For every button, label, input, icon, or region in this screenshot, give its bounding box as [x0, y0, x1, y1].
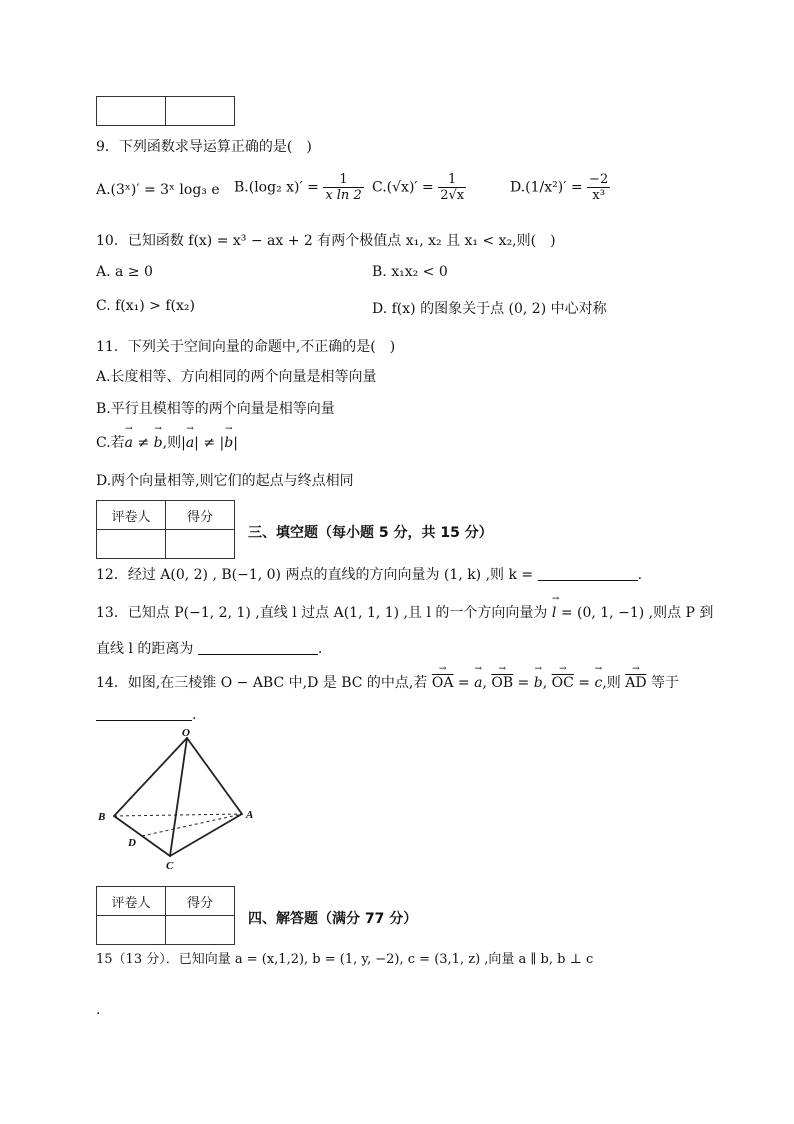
stray-dot: .	[96, 1002, 101, 1018]
q12-answer-blank[interactable]	[538, 566, 638, 581]
q11-c-vec-b: → b	[154, 435, 163, 451]
q11-option-b: B.平行且模相等的两个向量是相等向量	[96, 401, 335, 417]
q14-vec-c: → c	[594, 675, 602, 691]
q14-eq-a: =	[453, 675, 475, 691]
label-D: D	[128, 837, 136, 849]
top-score-table	[96, 96, 235, 126]
section3-grader-cell	[97, 530, 166, 559]
q11-option-a: A.长度相等、方向相同的两个向量是相等向量	[96, 369, 377, 385]
section4-score-cell	[166, 916, 235, 945]
q11-stem: 11．下列关于空间向量的命题中,不正确的是( )	[96, 339, 396, 355]
edge-OB	[114, 738, 187, 816]
q9-stem: 9．下列函数求导运算正确的是( )	[96, 139, 312, 155]
label-C: C	[166, 860, 174, 871]
q14-line1	[96, 672, 679, 692]
q9-option-d	[510, 172, 610, 203]
section3-score-header: 得分	[166, 501, 235, 530]
q12-text: 12．经过 A(0, 2) , B(−1, 0) 两点的直线的方向向量为 (1, k) ,则 k =	[96, 567, 534, 583]
q9-option-c-prefix: C.(√x)′ =	[372, 179, 434, 196]
q13-end: .	[317, 641, 323, 657]
q13-vec-l: → l	[552, 605, 556, 621]
q9-b-denominator: x ln 2	[325, 188, 362, 203]
q9-d-numerator: −2	[589, 172, 609, 187]
q14-vec-b: → b	[534, 675, 543, 691]
q13-line1-text: 13．已知点 P(−1, 2, 1) ,直线 l 过点 A(1, 1, 1) ,且 l 的一个方向向量为	[96, 605, 548, 621]
top-score-cell-2	[166, 97, 235, 126]
section4-score-header: 得分	[166, 887, 235, 916]
q9-c-denominator: 2√x	[440, 188, 465, 203]
section4-grader-header: 评卷人	[97, 887, 166, 916]
segment-AD-hidden	[142, 814, 242, 836]
q15-text: 15（13 分）．已知向量 a = (x,1,2), b = (1, y, −2), c = (3,1, z) ,向量 a ∥ b, b ⊥ c	[96, 952, 594, 967]
q14-eq-c: =	[573, 675, 595, 691]
q9-option-c-fraction	[438, 172, 466, 203]
section3-title: 三、填空题（每小题 5 分，共 15 分）	[248, 525, 493, 541]
label-A: A	[246, 809, 254, 821]
section4-score-table	[96, 886, 235, 945]
edge-OC	[170, 738, 187, 856]
edge-BA-hidden	[114, 814, 242, 816]
q14-sep2: ,	[542, 675, 552, 691]
q9-option-d-prefix: D.(1/x²)′ =	[510, 179, 583, 196]
q10-stem: 10．已知函数 f(x) = x³ − ax + 2 有两个极值点 x₁, x₂ 且 x₁ < x₂,则( )	[96, 233, 556, 249]
label-O: O	[182, 727, 190, 739]
q14-vec-AD: → $\overline{AD}$	[625, 675, 646, 691]
q11-option-c	[96, 432, 238, 452]
section3-grader-header: 评卷人	[97, 501, 166, 530]
q14-line2	[96, 706, 196, 723]
q9-d-denominator: x³	[592, 188, 605, 203]
label-B: B	[98, 811, 106, 823]
q13-line1-rest: = (0, 1, −1) ,则点 P 到	[556, 605, 714, 621]
pyramid-figure	[94, 726, 274, 871]
q9-option-a: A.(3ˣ)′ = 3ˣ log₃ e	[96, 182, 220, 198]
q10-option-a: A. a ≥ 0	[96, 264, 153, 280]
q9-b-numerator: 1	[323, 172, 363, 188]
q12-end: .	[637, 567, 643, 583]
q10-option-b: B. x₁x₂ < 0	[372, 264, 448, 280]
q14-vec-a: → a	[474, 675, 482, 691]
q14-end: .	[192, 707, 197, 723]
q9-c-numerator: 1	[438, 172, 466, 188]
section4-title: 四、解答题（满分 77 分）	[248, 911, 418, 927]
q9-option-b-prefix: B.(log₂ x)′ =	[234, 179, 319, 196]
q13-line2	[96, 638, 322, 658]
q14-then: ,则	[602, 675, 626, 691]
q11-c-vec-a-abs: → a	[186, 435, 194, 451]
q11-c-prefix: C.若	[96, 435, 125, 451]
q9-option-c	[372, 172, 466, 203]
q9-option-b-fraction	[323, 172, 363, 203]
q13-line1	[96, 602, 713, 622]
q11-c-then: ,则|	[162, 435, 186, 451]
q12	[96, 564, 642, 584]
q11-c-ne: ≠	[133, 435, 154, 451]
q10-option-d: D. f(x) 的图象关于点 (0, 2) 中心对称	[372, 301, 607, 317]
q9-options	[96, 172, 716, 212]
q10-option-c: C. f(x₁) > f(x₂)	[96, 298, 195, 314]
q14-tail: 等于	[646, 675, 680, 691]
q11-option-d: D.两个向量相等,则它们的起点与终点相同	[96, 473, 354, 489]
q9-option-d-fraction	[587, 172, 610, 203]
q14-answer-blank[interactable]	[96, 706, 192, 721]
section3-score-cell	[166, 530, 235, 559]
q11-c-vec-a: → a	[125, 435, 133, 451]
edge-OA	[187, 738, 242, 814]
q14-vec-OB: → $\overline{OB}$	[491, 675, 513, 691]
q14-sep1: ,	[482, 675, 492, 691]
section4-grader-cell	[97, 916, 166, 945]
q13-answer-blank[interactable]	[198, 640, 318, 655]
q14-eq-b: =	[513, 675, 534, 691]
section3-score-table	[96, 500, 235, 559]
q14-text: 14．如图,在三棱锥 O − ABC 中,D 是 BC 的中点,若	[96, 675, 432, 691]
top-score-cell-1	[97, 97, 166, 126]
q11-c-vec-b-abs: → b	[224, 435, 233, 451]
q9-option-b	[234, 172, 364, 203]
q14-vec-OC: → $\overline{OC}$	[552, 675, 574, 691]
q14-vec-OA: → $\overline{OA}$	[432, 675, 454, 691]
q11-c-ne2: | ≠ |	[194, 435, 225, 451]
q11-c-end: |	[233, 435, 238, 451]
q13-line2-text: 直线 l 的距离为	[96, 641, 194, 657]
edge-CA	[170, 814, 242, 856]
